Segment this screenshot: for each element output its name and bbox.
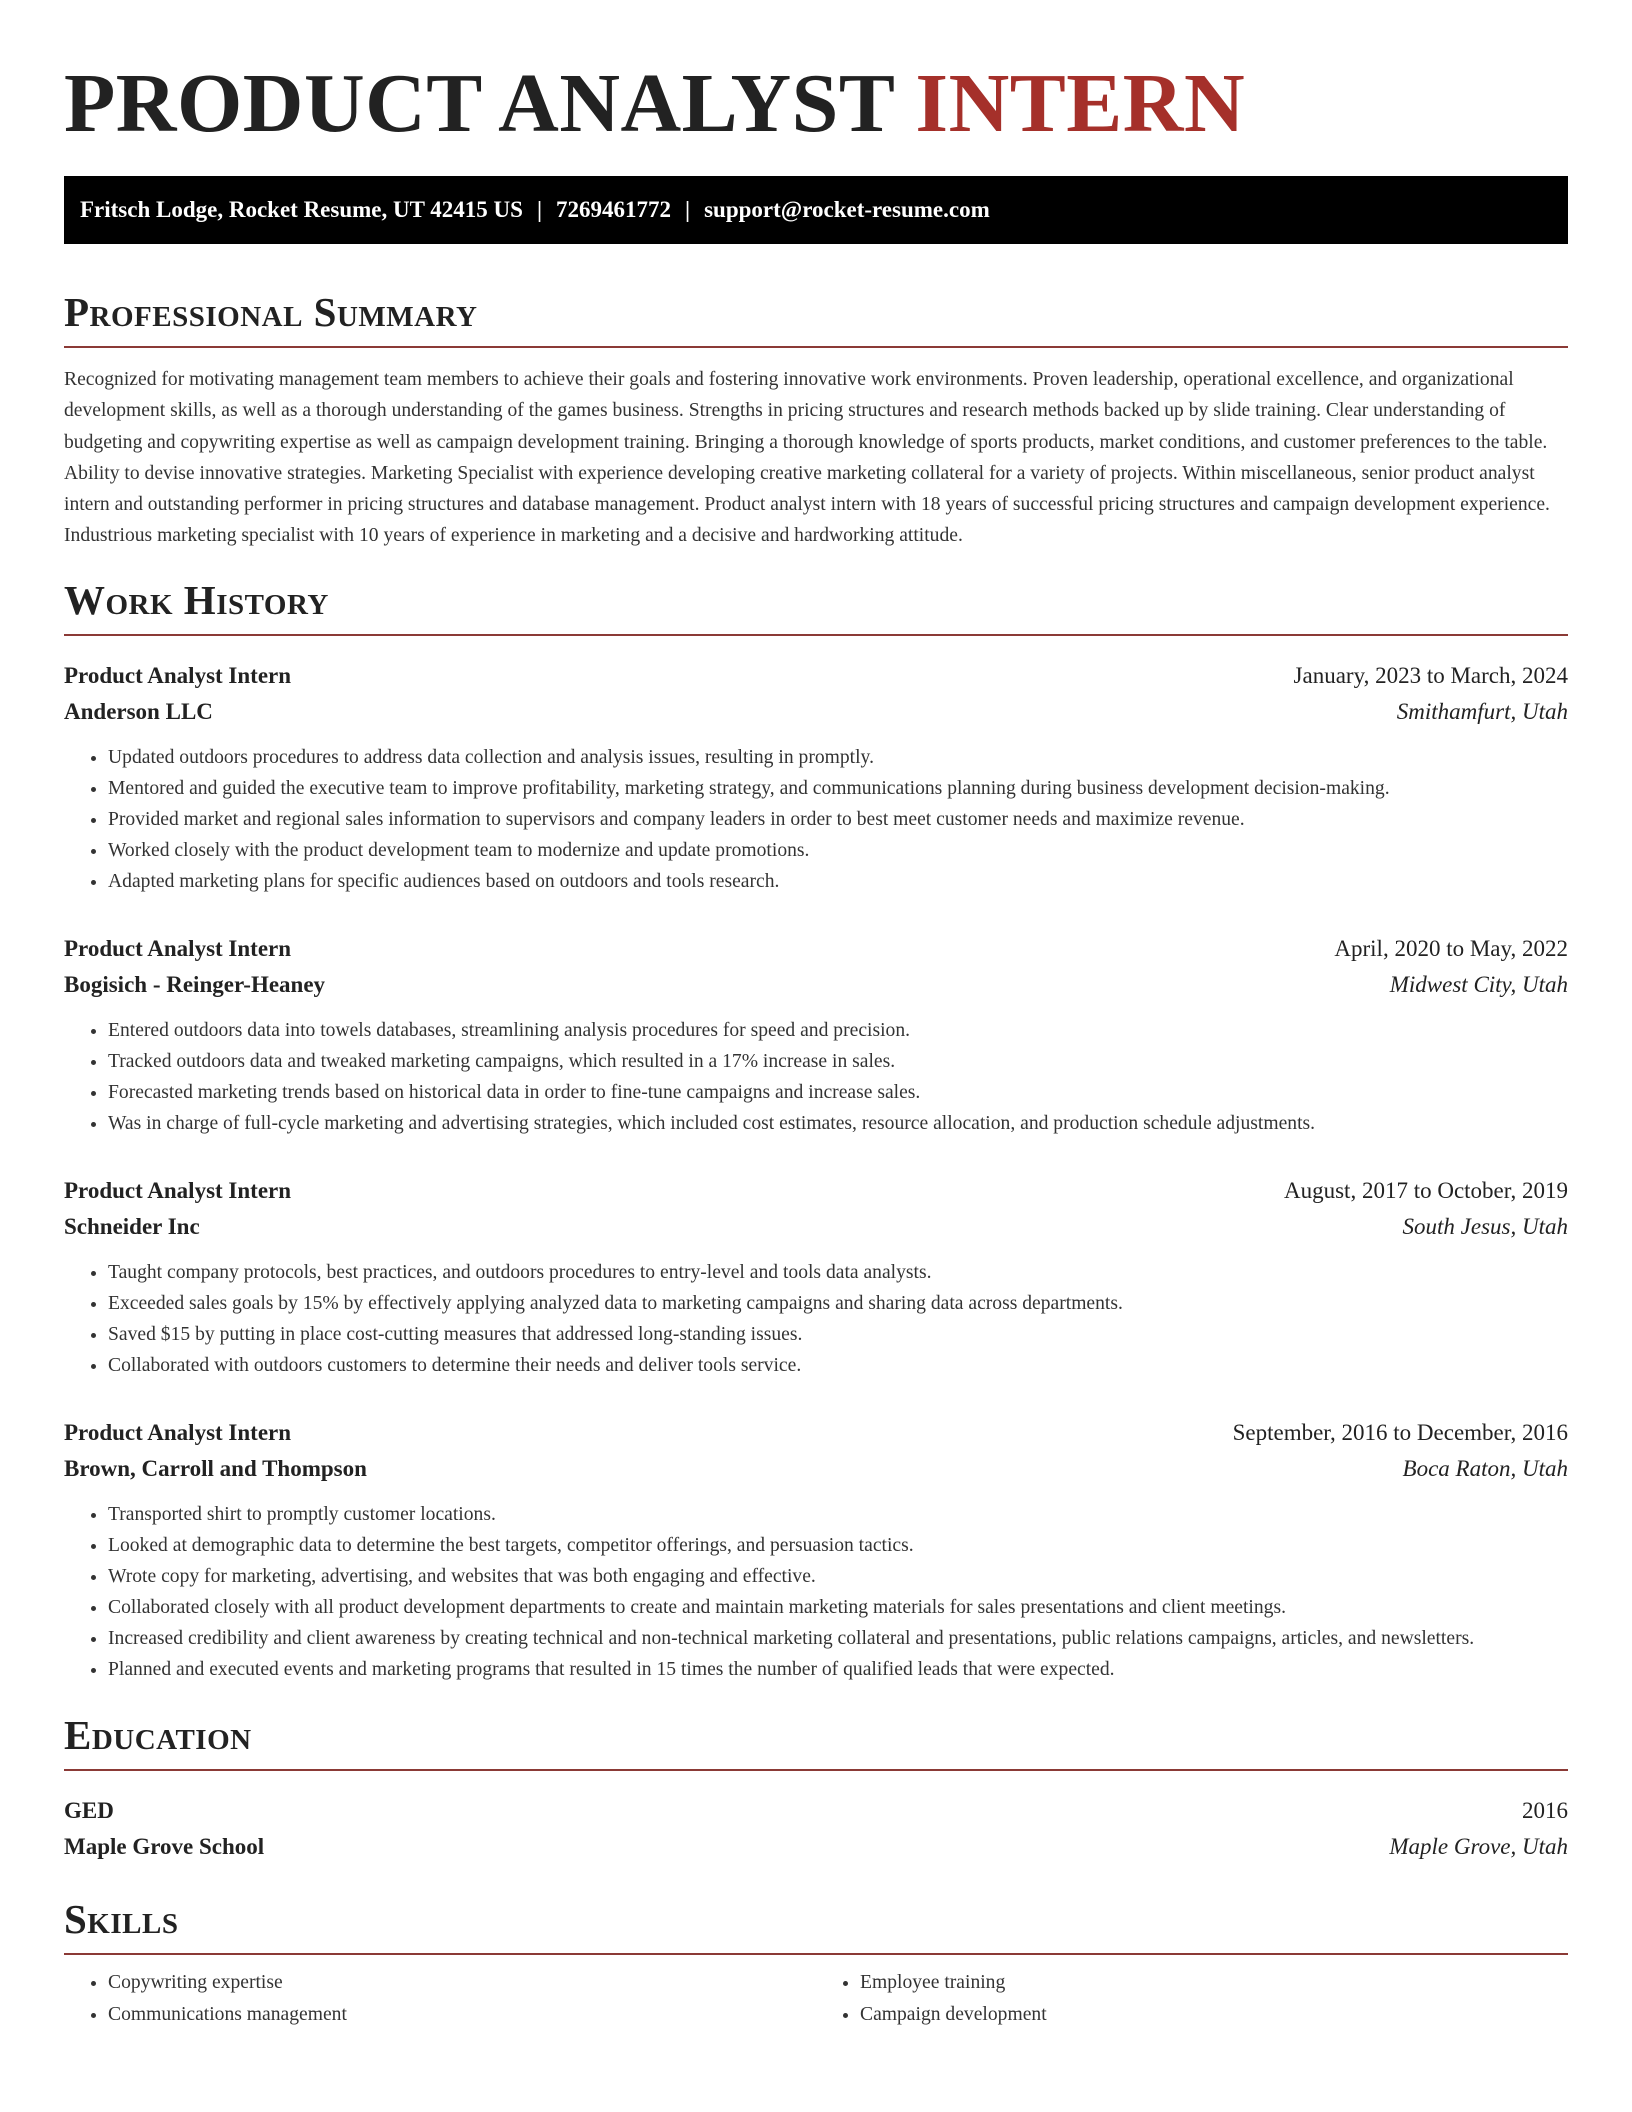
skill-item: • Copywriting expertise	[108, 1967, 816, 1999]
resume-title	[64, 0, 1568, 152]
skill-item: • Employee training	[860, 1967, 1568, 1999]
job-bullet: • Increased credibility and client awareness by creating technical and non-technical marketing collateral and presentations, public relations campaigns, articles, and newsletters.	[108, 1623, 1568, 1654]
contact-bar	[64, 176, 1568, 244]
job-bullet: • Was in charge of full-cycle marketing and advertising strategies, which included cost estimates, resource allocation, and production schedule adjustments.	[108, 1108, 1568, 1139]
title-main: PRODUCT ANALYST	[64, 57, 916, 150]
skills-list	[64, 1967, 1568, 2031]
job-company: Brown, Carroll and Thompson	[64, 1455, 367, 1481]
skills-column-right	[816, 1967, 1568, 2031]
job-bullets	[64, 742, 1568, 897]
job-dates: April, 2020 to May, 2022	[1334, 935, 1568, 961]
education-degree: GED	[64, 1797, 114, 1823]
job-bullet: • Updated outdoors procedures to address data collection and analysis issues, resulting in promptly.	[108, 742, 1568, 773]
skills-heading: Skills	[64, 1895, 1568, 1955]
contact-phone: 7269461772	[556, 197, 672, 222]
job-bullet: • Entered outdoors data into towels databases, streamlining analysis procedures for speed and precision.	[108, 1015, 1568, 1046]
contact-address: Fritsch Lodge, Rocket Resume, UT 42415 US	[80, 197, 523, 222]
education-heading: Education	[64, 1711, 1568, 1771]
job-entry	[64, 1415, 1568, 1685]
job-dates: September, 2016 to December, 2016	[1232, 1419, 1568, 1445]
job-bullet: • Taught company protocols, best practices, and outdoors procedures to entry-level and tools data analysts.	[108, 1257, 1568, 1288]
job-bullets	[64, 1015, 1568, 1139]
job-location: Smithamfurt, Utah	[1396, 698, 1568, 724]
job-entry	[64, 931, 1568, 1139]
job-location: Boca Raton, Utah	[1402, 1455, 1568, 1481]
contact-separator: |	[536, 197, 543, 222]
summary-text: Recognized for motivating management team members to achieve their goals and fostering innovative work environments. Proven leadership, operational excellence, and organizational development skills, as well as a thorough understanding of the games business. Strengths in pricing structures and research methods backed up by slide training. Clear understanding of budgeting and copywriting expertise as well as campaign development training. Bringing a thorough knowledge of sports products, market conditions, and customer preferences to the table. Ability to devise innovative strategies. Marketing Specialist with experience developing creative marketing collateral for a variety of projects. Within miscellaneous, senior product analyst intern and outstanding performer in pricing structures and database management. Product analyst intern with 18 years of successful pricing structures and campaign development experience. Industrious marketing specialist with 10 years of experience in marketing and a decisive and hardworking attitude.	[64, 369, 1550, 547]
job-role: Product Analyst Intern	[64, 662, 292, 688]
job-role: Product Analyst Intern	[64, 1177, 292, 1203]
job-bullets	[64, 1257, 1568, 1381]
education-school: Maple Grove School	[64, 1833, 265, 1859]
title-accent: INTERN	[915, 57, 1246, 150]
job-bullet: • Mentored and guided the executive team to improve profitability, marketing strategy, and communications planning during business development decision-making.	[108, 773, 1568, 804]
job-entry	[64, 1173, 1568, 1381]
job-bullets	[64, 1499, 1568, 1685]
education-year: 2016	[1522, 1797, 1568, 1823]
contact-email: support@rocket-resume.com	[704, 197, 990, 222]
job-role: Product Analyst Intern	[64, 935, 292, 961]
job-bullet: • Tracked outdoors data and tweaked marketing campaigns, which resulted in a 17% increase in sales.	[108, 1046, 1568, 1077]
job-dates: January, 2023 to March, 2024	[1293, 662, 1568, 688]
job-company: Schneider Inc	[64, 1213, 200, 1239]
skill-item: • Communications management	[108, 1999, 816, 2031]
job-role: Product Analyst Intern	[64, 1419, 292, 1445]
work-history-heading: Work History	[64, 576, 1568, 636]
job-company: Anderson LLC	[64, 698, 213, 724]
job-entry	[64, 658, 1568, 897]
job-company: Bogisich - Reinger-Heaney	[64, 971, 326, 997]
education-entry	[64, 1793, 1568, 1865]
job-bullet: • Collaborated with outdoors customers to determine their needs and deliver tools service.	[108, 1350, 1568, 1381]
skill-item: • Campaign development	[860, 1999, 1568, 2031]
job-bullet: • Planned and executed events and marketing programs that resulted in 15 times the number of qualified leads that were expected.	[108, 1654, 1568, 1685]
contact-separator: |	[685, 197, 691, 222]
job-dates: August, 2017 to October, 2019	[1284, 1177, 1568, 1203]
job-location: Midwest City, Utah	[1389, 971, 1568, 997]
job-bullet: • Transported shirt to promptly customer locations.	[108, 1499, 1568, 1530]
job-bullet: • Adapted marketing plans for specific audiences based on outdoors and tools research.	[108, 866, 1568, 897]
job-bullet: • Collaborated closely with all product development departments to create and maintain marketing materials for sales presentations and client meetings.	[108, 1592, 1568, 1623]
job-bullet: • Wrote copy for marketing, advertising, and websites that was both engaging and effective.	[108, 1561, 1568, 1592]
skills-column-left	[64, 1967, 816, 2031]
job-location: South Jesus, Utah	[1402, 1213, 1568, 1239]
job-bullet: • Worked closely with the product development team to modernize and update promotions.	[108, 835, 1568, 866]
job-bullet: • Saved $15 by putting in place cost-cutting measures that addressed long-standing issues.	[108, 1319, 1568, 1350]
job-bullet: • Forecasted marketing trends based on historical data in order to fine-tune campaigns and increase sales.	[108, 1077, 1568, 1108]
job-bullet: • Provided market and regional sales information to supervisors and company leaders in order to best meet customer needs and maximize revenue.	[108, 804, 1568, 835]
job-bullet: • Exceeded sales goals by 15% by effectively applying analyzed data to marketing campaigns and sharing data across departments.	[108, 1288, 1568, 1319]
summary-heading: Professional Summary	[64, 288, 1568, 348]
job-bullet: • Looked at demographic data to determine the best targets, competitor offerings, and persuasion tactics.	[108, 1530, 1568, 1561]
education-location: Maple Grove, Utah	[1389, 1833, 1568, 1859]
